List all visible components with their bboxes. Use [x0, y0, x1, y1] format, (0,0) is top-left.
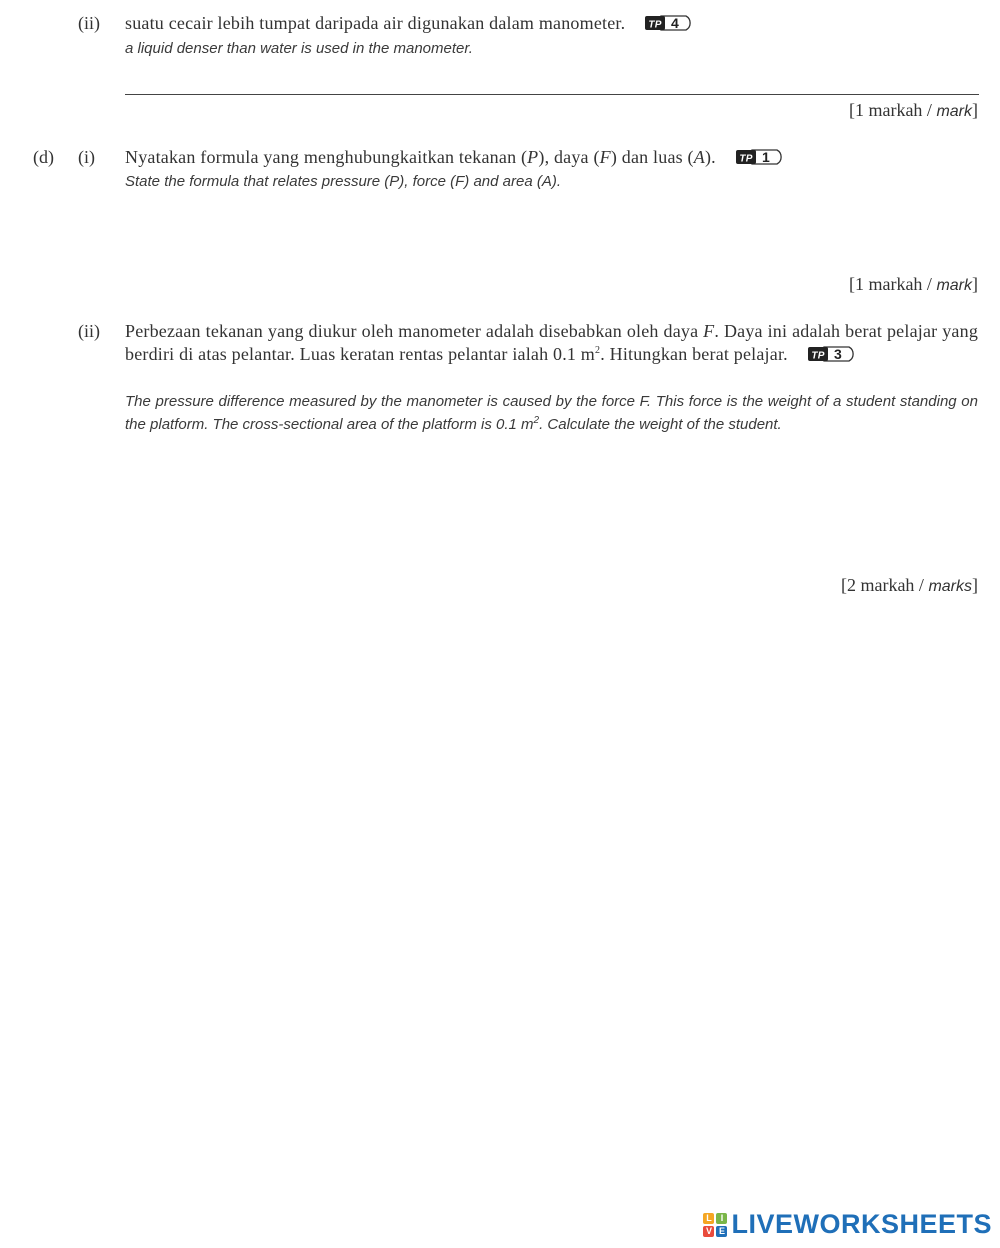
symbol-f: F: [599, 147, 611, 167]
symbol-a: A: [693, 147, 705, 167]
superscript-2-en: 2: [533, 415, 540, 426]
tp-badge-3: [807, 345, 859, 363]
logo-cell-i: I: [716, 1213, 727, 1224]
question-number-d-ii: (ii): [78, 321, 100, 341]
logo-cell-e: E: [716, 1226, 727, 1237]
d-ii-ms-part1: Perbezaan tekanan yang diukur oleh manometer adalah disebabkan oleh daya: [125, 321, 699, 341]
marks-d-ii-close: ]: [972, 575, 978, 595]
question-text-c-ii-ms: [125, 12, 985, 35]
svg-text:3: 3: [833, 345, 842, 362]
marks-d-ii-en: marks: [928, 578, 972, 595]
d-i-ms-part3: ) dan luas (: [610, 147, 694, 167]
d-ii-ms-part3: . Hitungkan berat pelajar.: [600, 344, 788, 364]
svg-text:TP: TP: [810, 350, 825, 362]
marks-c-ii-ms: [1 markah /: [848, 100, 932, 120]
d-i-ms-part2: ), daya (: [538, 147, 600, 167]
d-ii-ms-part2: . Daya ini adalah berat pelajar yang berdiri di atas pelantar. Luas keratan rentas pelantar ialah 0.1 m: [125, 321, 979, 364]
question-text-c-ii-en: a liquid denser than water is used in the manometer.: [125, 40, 473, 57]
answer-area-d-i[interactable]: [125, 200, 979, 265]
d-ii-en-part2: . Calculate the weight of the student.: [539, 416, 782, 433]
svg-text:TP: TP: [738, 153, 753, 165]
answer-area-d-ii[interactable]: [125, 445, 979, 570]
question-number-d-i: (i): [78, 147, 95, 167]
marks-c-ii-close: ]: [972, 100, 978, 120]
d-i-ms-part1: Nyatakan formula yang menghubungkaitkan tekanan (: [125, 147, 528, 167]
tp-badge-icon: [735, 148, 787, 166]
logo-icon: [703, 1213, 727, 1237]
d-ii-en-part1: The pressure difference measured by the manometer is caused by the force F. This force is the weight of a student standing on the platform. The cross-sectional area of the platform is 0.1 m: [125, 393, 978, 433]
logo-cell-l: L: [703, 1213, 714, 1224]
question-c-ii-ms-text: suatu cecair lebih tumpat daripada air digunakan dalam manometer.: [125, 13, 626, 33]
marks-d-ii-ms: [2 markah /: [840, 575, 924, 595]
tp-badge-icon: [807, 345, 859, 363]
liveworksheets-logo: [703, 1209, 992, 1240]
svg-text:TP: TP: [648, 19, 662, 31]
answer-line-c-ii[interactable]: [125, 94, 979, 95]
question-text-d-i-ms: [125, 146, 985, 169]
question-number-c-ii: (ii): [78, 13, 100, 33]
svg-text:4: 4: [671, 14, 680, 31]
question-text-d-i-en: State the formula that relates pressure (P), force (F) and area (A).: [125, 173, 562, 190]
marks-d-ii: [841, 574, 978, 598]
tp-badge-4: [644, 14, 696, 32]
question-text-d-ii-en: [125, 390, 978, 436]
logo-text: LIVEWORKSHEETS: [731, 1209, 992, 1239]
question-text-d-ii-ms: [125, 320, 978, 366]
marks-d-i: [849, 273, 978, 297]
tp-badge-icon: [644, 14, 696, 32]
marks-d-i-ms: [1 markah /: [848, 274, 932, 294]
marks-c-ii-en: mark: [936, 103, 972, 120]
marks-d-i-close: ]: [972, 274, 978, 294]
logo-cell-v: V: [703, 1226, 714, 1237]
superscript-2: 2: [595, 345, 601, 356]
symbol-p: P: [527, 147, 539, 167]
symbol-f: F: [703, 321, 715, 341]
marks-d-i-en: mark: [936, 277, 972, 294]
tp-badge-1: [735, 148, 787, 166]
d-i-ms-part4: ).: [704, 147, 716, 167]
marks-c-ii: [849, 99, 978, 123]
svg-text:1: 1: [761, 148, 770, 165]
question-number-d: (d): [33, 147, 54, 167]
